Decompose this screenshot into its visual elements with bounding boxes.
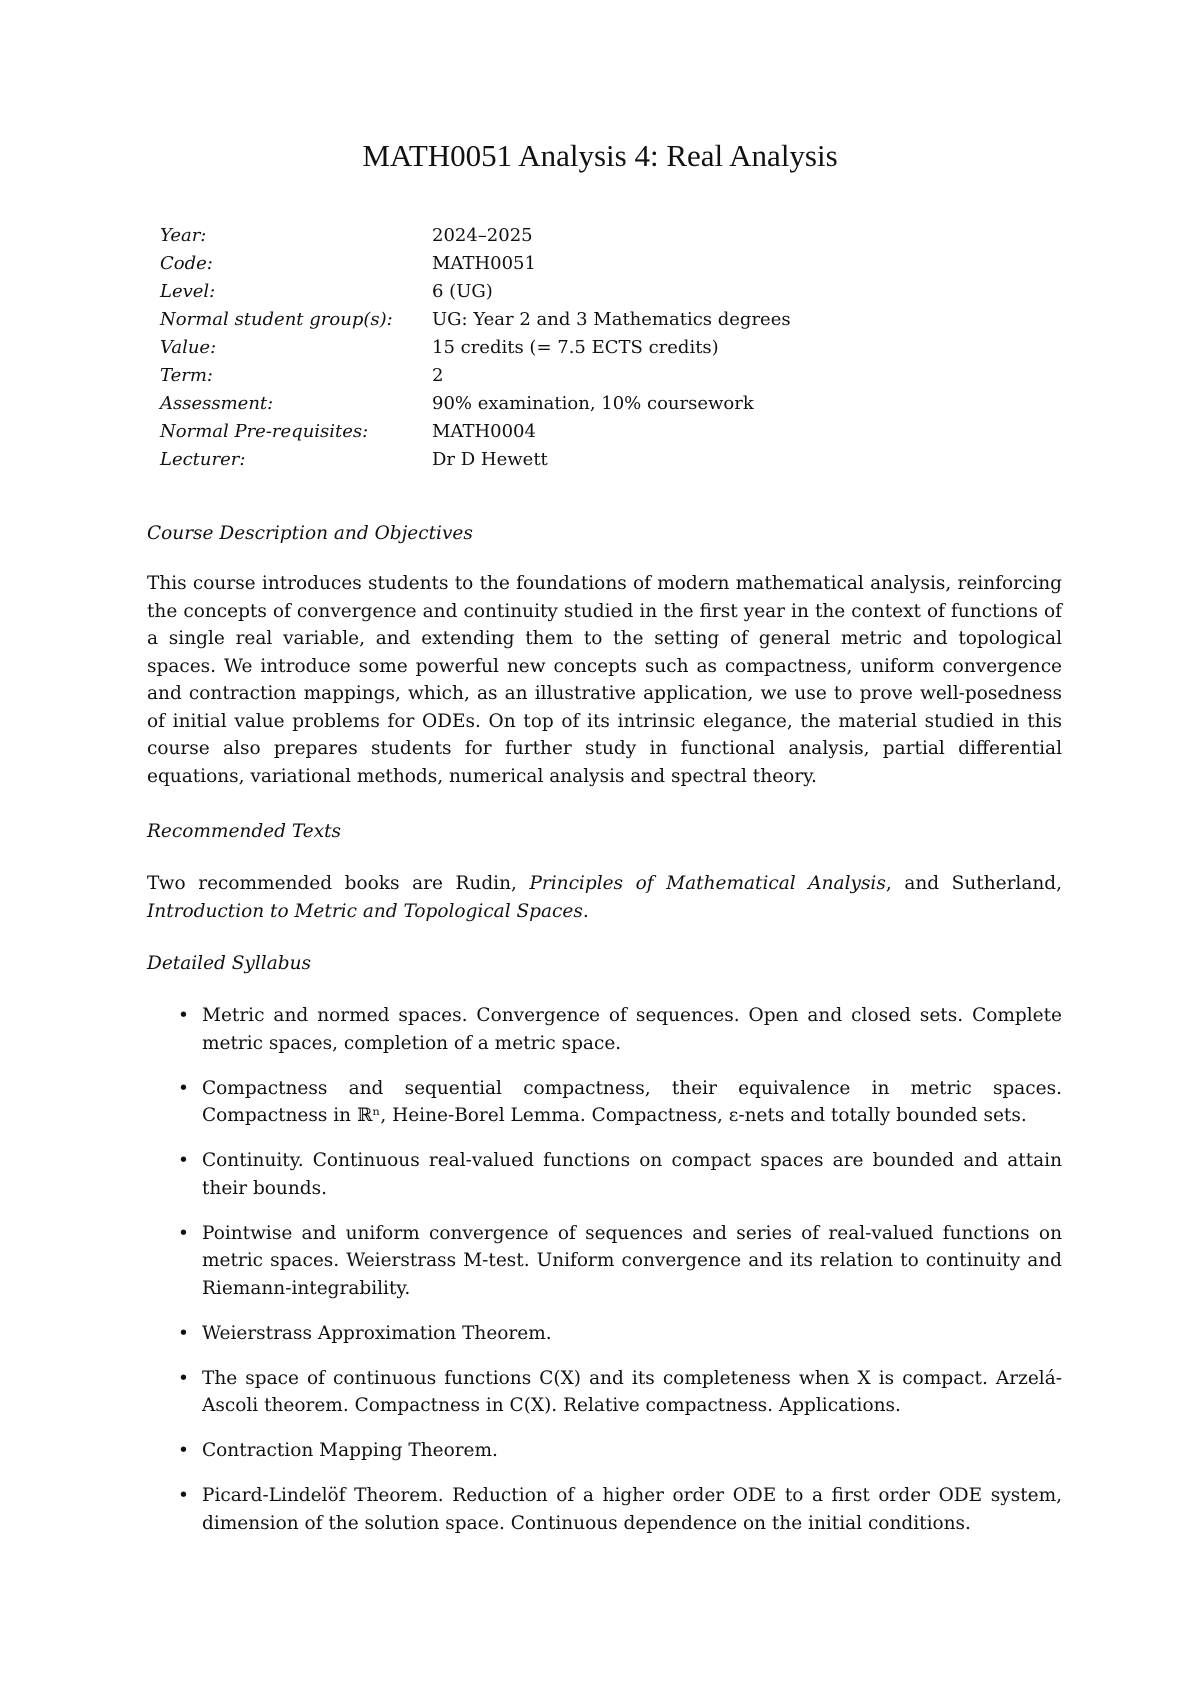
info-row-term (160, 362, 791, 390)
list-item (147, 1220, 1062, 1303)
bullet-icon: • (178, 1077, 189, 1099)
info-value: 2024–2025 (432, 225, 533, 246)
list-item-text: Contraction Mapping Theorem. (202, 1440, 498, 1461)
info-row-lecturer (160, 446, 791, 474)
info-label: Level: (160, 281, 216, 302)
list-item (147, 1075, 1062, 1130)
section-heading-texts: Recommended Texts (147, 821, 342, 842)
texts-middle: , and Sutherland, (885, 873, 1062, 894)
info-row-assessment (160, 390, 791, 418)
info-value: 15 credits (= 7.5 ECTS credits) (432, 337, 719, 358)
list-item (147, 1482, 1062, 1537)
list-item-text: Picard-Lindelöf Theorem. Reduction of a higher order ODE to a first order ODE system, dimension of the solution space. Continuous dependence on the initial conditions. (202, 1485, 1062, 1534)
page-title: MATH0051 Analysis 4: Real Analysis (362, 138, 838, 173)
info-row-student-group (160, 306, 791, 334)
list-item (147, 1147, 1062, 1202)
bullet-icon: • (178, 1485, 189, 1506)
description-paragraph: This course introduces students to the foundations of modern mathematical analysis, reinforcing the concepts of convergence and continuity studied in the first year in the context of functions of a single real variable, and extending them to the setting of general metric and topological spaces. We introduce some powerful new concepts such as compactness, uniform convergence and contraction mappings, which, as an illustrative application, we use to prove well-posedness of initial value problems for ODEs. On top of its intrinsic elegance, the material studied in this course also prepares students for further study in functional analysis, partial differential equations, variational methods, numerical analysis and spectral theory. (147, 573, 1062, 787)
info-value: UG: Year 2 and 3 Mathematics degrees (432, 309, 791, 330)
course-info-table (160, 222, 791, 474)
bullet-icon: • (178, 1150, 189, 1171)
bullet-icon: • (178, 1367, 189, 1389)
info-label: Normal student group(s): (160, 309, 393, 330)
info-label: Term: (160, 365, 213, 386)
section-heading-description: Course Description and Objectives (147, 523, 473, 544)
info-value: Dr D Hewett (432, 449, 548, 470)
list-item-text: Weierstrass Approximation Theorem. (202, 1322, 552, 1344)
section-heading-syllabus: Detailed Syllabus (147, 953, 311, 974)
list-item-text: Compactness and sequential compactness, their equivalence in metric spaces. Compactness in ℝⁿ, Heine-Borel Lemma. Compactness, ε-nets and totally bounded sets. (202, 1077, 1062, 1126)
list-item-text: Metric and normed spaces. Convergence of sequences. Open and closed sets. Complete metric spaces, completion of a metric space. (202, 1005, 1062, 1054)
info-row-code (160, 250, 791, 278)
info-label: Lecturer: (160, 449, 246, 470)
list-item (147, 1320, 1062, 1348)
info-label: Assessment: (160, 393, 274, 414)
recommended-texts-paragraph (147, 870, 1062, 925)
info-label: Code: (160, 253, 213, 274)
bullet-icon: • (178, 1440, 189, 1461)
info-row-year (160, 222, 791, 250)
info-label: Year: (160, 225, 207, 246)
list-item (147, 1437, 1062, 1465)
texts-end: . (582, 900, 589, 922)
info-value: 2 (432, 365, 444, 386)
info-label: Normal Pre-requisites: (160, 421, 369, 442)
syllabus-list (147, 1002, 1062, 1555)
info-value: 90% examination, 10% coursework (432, 393, 754, 414)
book-title-sutherland: Introduction to Metric and Topological Spaces (147, 900, 583, 922)
info-value: MATH0051 (432, 253, 536, 274)
info-row-level (160, 278, 791, 306)
list-item (147, 1002, 1062, 1057)
list-item-text: The space of continuous functions C(X) and its completeness when X is compact. Arzelá-Ascoli theorem. Compactness in C(X). Relative compactness. Applications. (202, 1367, 1062, 1416)
bullet-icon: • (178, 1322, 189, 1344)
book-title-rudin: Principles of Mathematical Analysis (529, 873, 886, 894)
info-value: MATH0004 (432, 421, 536, 442)
texts-intro: Two recommended books are Rudin, (147, 873, 530, 894)
bullet-icon: • (178, 1005, 189, 1026)
info-label: Value: (160, 337, 217, 358)
bullet-icon: • (178, 1222, 189, 1244)
list-item (147, 1365, 1062, 1420)
list-item-text: Pointwise and uniform convergence of sequences and series of real-valued functions on metric spaces. Weierstrass M-test. Uniform convergence and its relation to continuity and Riemann-integrability. (202, 1222, 1062, 1299)
info-row-value (160, 334, 791, 362)
info-row-prerequisites (160, 418, 791, 446)
info-value: 6 (UG) (432, 281, 493, 302)
list-item-text: Continuity. Continuous real-valued functions on compact spaces are bounded and attain their bounds. (202, 1150, 1062, 1199)
